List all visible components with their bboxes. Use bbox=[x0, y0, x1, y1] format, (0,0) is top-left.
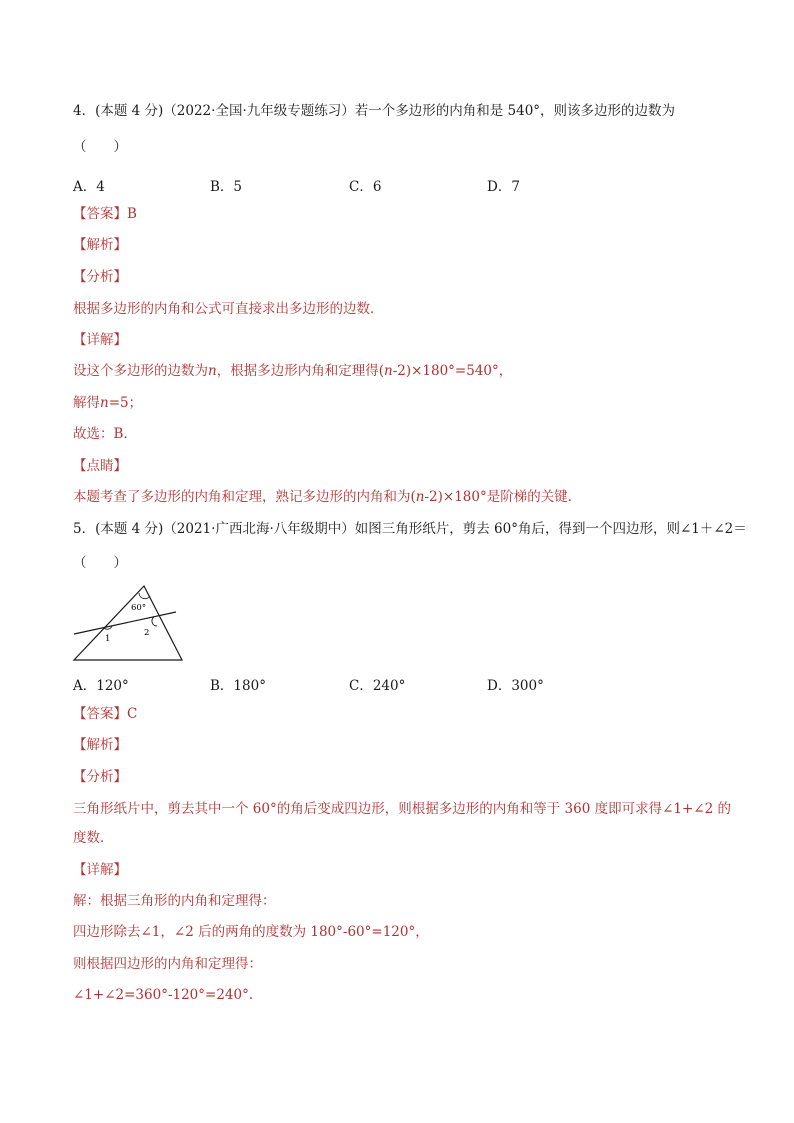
q4-dj-var-n: n bbox=[415, 489, 425, 505]
q5-answer bbox=[73, 705, 137, 723]
q5-stem: 5．(本题 4 分)（2021·广西北海·八年级期中）如图三角形纸片，剪去 60°角后，得到一个四边形，则∠1＋∠2＝ bbox=[73, 521, 747, 537]
angle-1-label: 1 bbox=[105, 634, 111, 644]
q5-jiexi: 【解析】 bbox=[73, 737, 127, 753]
q4-fenxi-text: 根据多边形的内角和公式可直接求出多边形的边数． bbox=[73, 301, 384, 317]
q4-detail-1 bbox=[73, 362, 512, 380]
q5-answer-tag: 【答案】 bbox=[73, 706, 127, 722]
q5-answer-value: C bbox=[127, 706, 138, 722]
q4-dianjing-text bbox=[73, 488, 581, 506]
q5-option-a: A．120° bbox=[73, 678, 129, 694]
q4-d2-var-n: n bbox=[100, 395, 109, 411]
q4-stem: 4．(本题 4 分)（2022·全国·九年级专题练习）若一个多边形的内角和是 540°，则该多边形的边数为 bbox=[73, 103, 676, 119]
angle2-arc bbox=[152, 617, 157, 626]
q5-option-b: B．180° bbox=[210, 678, 266, 694]
angle-2-label: 2 bbox=[144, 628, 150, 638]
q4-option-d: D．7 bbox=[487, 179, 520, 195]
q5-fenxi: 【分析】 bbox=[73, 769, 127, 785]
q5-detail-1: 解：根据三角形的内角和定理得： bbox=[73, 893, 276, 909]
q4-d2-text-b: =5； bbox=[108, 395, 143, 411]
q4-dj-text-b: -2)×180°是阶梯的关键． bbox=[424, 489, 582, 505]
triangle-shape bbox=[74, 586, 182, 660]
q5-detail-2: 四边形除去∠1，∠2 后的两角的度数为 180°-60°=120°， bbox=[73, 924, 429, 940]
q5-option-d: D．300° bbox=[487, 678, 544, 694]
q4-d1-var-n: n bbox=[208, 363, 217, 379]
q4-detail-3: 故选：B． bbox=[73, 426, 137, 442]
q5-paren: （ ） bbox=[73, 555, 127, 571]
cut-line bbox=[74, 612, 176, 634]
q5-option-c: C．240° bbox=[349, 678, 406, 694]
q4-answer bbox=[73, 205, 137, 223]
q4-xiangjie: 【详解】 bbox=[73, 332, 127, 348]
q5-xiangjie: 【详解】 bbox=[73, 862, 127, 878]
q5-fenxi-text-1: 三角形纸片中，剪去其中一个 60°的角后变成四边形，则根据多边形的内角和等于 360 度即可求得∠1+∠2 的 bbox=[73, 801, 731, 817]
q4-dj-text-a: 本题考查了多边形的内角和定理，熟记多边形的内角和为( bbox=[73, 489, 416, 505]
q4-option-b: B．5 bbox=[210, 179, 243, 195]
q4-detail-2 bbox=[73, 394, 142, 412]
q4-option-c: C．6 bbox=[349, 179, 382, 195]
q5-detail-3: 则根据四边形的内角和定理得： bbox=[73, 956, 262, 972]
q5-triangle-figure bbox=[72, 584, 192, 664]
q4-option-a: A．4 bbox=[73, 179, 105, 195]
q4-d1-text-a: 设这个多边形的边数为 bbox=[73, 363, 208, 379]
q4-d1-text-b: ，根据多边形内角和定理得( bbox=[216, 363, 384, 379]
angle-60-label: 60° bbox=[131, 603, 147, 613]
q4-answer-value: B bbox=[127, 206, 137, 222]
q4-d1-var-n2: n bbox=[383, 363, 393, 379]
q5-detail-4: ∠1+∠2=360°-120°=240°. bbox=[73, 987, 254, 1003]
q4-paren: （ ） bbox=[73, 139, 127, 155]
q4-d1-text-c: -2)×180°=540°， bbox=[392, 363, 513, 379]
q4-fenxi: 【分析】 bbox=[73, 269, 127, 285]
q4-jiexi: 【解析】 bbox=[73, 237, 127, 253]
q4-answer-tag: 【答案】 bbox=[73, 206, 127, 222]
q4-dianjing: 【点睛】 bbox=[73, 458, 127, 474]
q5-fenxi-text-2: 度数． bbox=[73, 830, 114, 846]
q4-d2-text-a: 解得 bbox=[73, 395, 100, 411]
